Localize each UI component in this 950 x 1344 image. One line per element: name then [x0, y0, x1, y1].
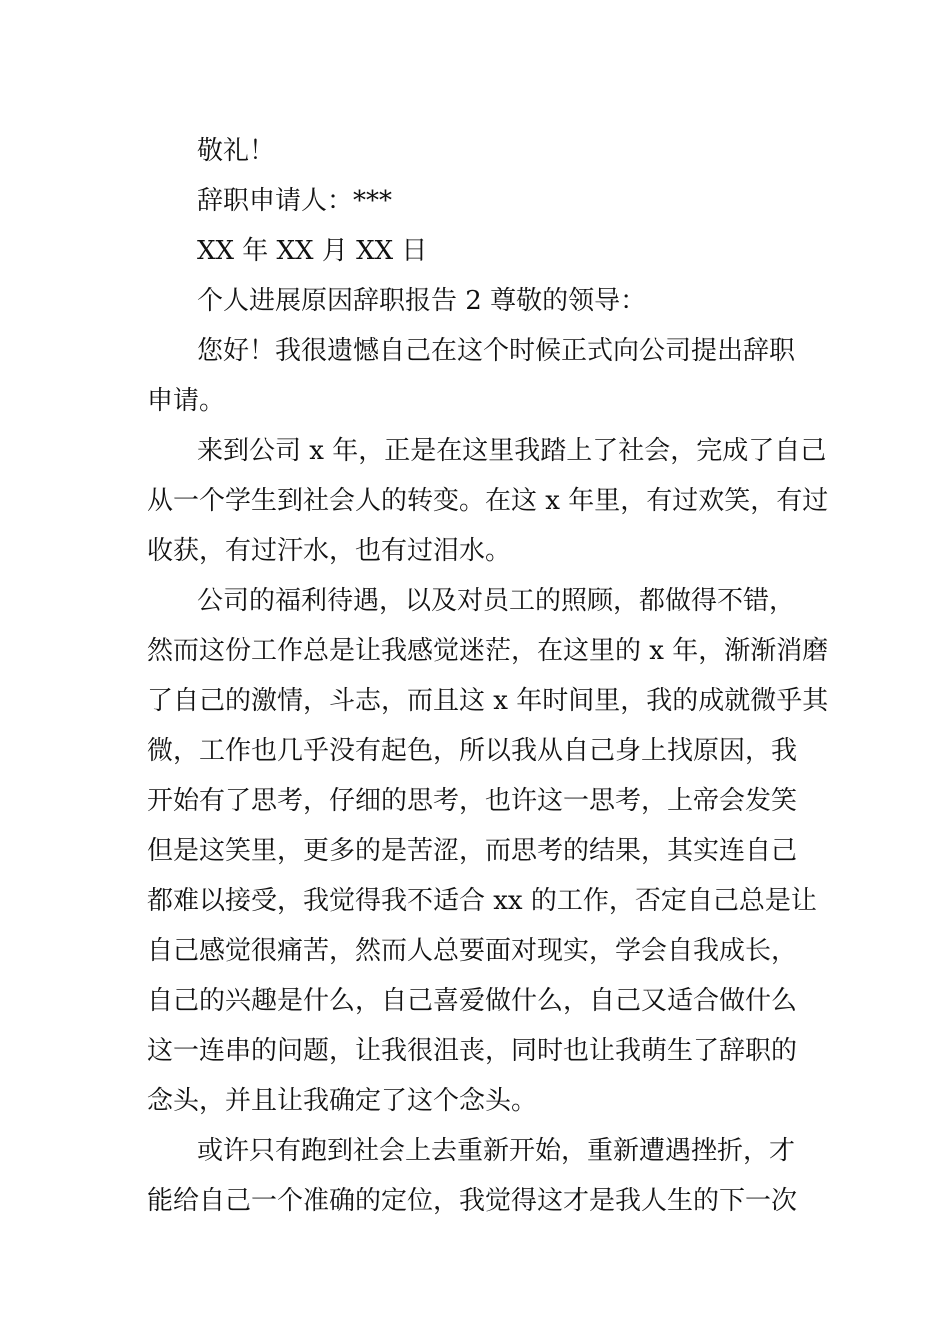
text-line: 开始有了思考，仔细的思考，也许这一思考，上帝会发笑	[147, 786, 798, 816]
text-line: 公司的福利待遇，以及对员工的照顾，都做得不错，	[197, 586, 796, 616]
text-line: 敬礼！	[197, 136, 276, 166]
text-line: 微，工作也几乎没有起色，所以我从自己身上找原因，我	[147, 736, 798, 766]
text-line: 个人进展原因辞职报告 2 尊敬的领导：	[197, 286, 647, 316]
text-line: 收获，有过汗水，也有过泪水。	[147, 536, 512, 566]
text-line: 自己的兴趣是什么，自己喜爱做什么，自己又适合做什么	[147, 986, 798, 1016]
text-line: XX 年 XX 月 XX 日	[197, 236, 428, 266]
text-line: 这一连串的问题，让我很沮丧，同时也让我萌生了辞职的	[147, 1036, 798, 1066]
text-line: 能给自己一个准确的定位，我觉得这才是我人生的下一次	[147, 1186, 798, 1216]
text-line: 从一个学生到社会人的转变。在这 x 年里，有过欢笑，有过	[147, 486, 829, 516]
text-line: 都难以接受，我觉得我不适合 xx 的工作，否定自己总是让	[147, 886, 817, 916]
text-line: 了自己的激情，斗志，而且这 x 年时间里，我的成就微乎其	[147, 686, 829, 716]
text-line: 或许只有跑到社会上去重新开始，重新遭遇挫折，才	[197, 1136, 796, 1166]
text-line: 但是这笑里，更多的是苦涩，而思考的结果，其实连自己	[147, 836, 798, 866]
document-page	[147, 126, 829, 1226]
text-line: 您好！我很遗憾自己在这个时候正式向公司提出辞职	[197, 336, 796, 366]
text-line: 辞职申请人：***	[197, 186, 393, 216]
text-line: 申请。	[147, 386, 226, 416]
text-line: 自己感觉很痛苦，然而人总要面对现实，学会自我成长，	[147, 936, 798, 966]
text-line: 来到公司 x 年，正是在这里我踏上了社会，完成了自己	[197, 436, 827, 466]
text-line: 念头，并且让我确定了这个念头。	[147, 1086, 538, 1116]
text-line: 然而这份工作总是让我感觉迷茫，在这里的 x 年，渐渐消磨	[147, 636, 829, 666]
